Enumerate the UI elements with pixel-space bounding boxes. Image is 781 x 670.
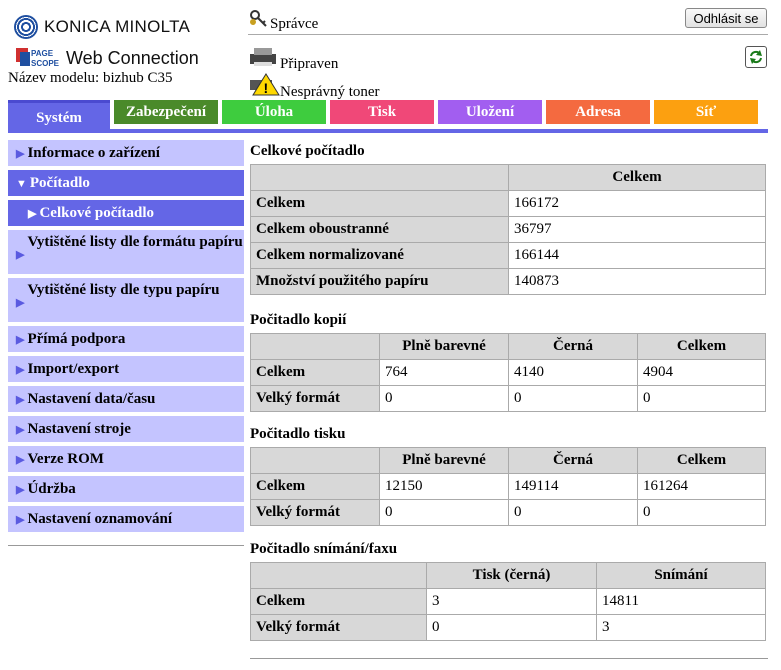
cell-value: 14811: [597, 589, 766, 615]
content-divider: [250, 658, 768, 659]
row-label: Velký formát: [251, 615, 427, 641]
tab-system[interactable]: Systém: [8, 100, 110, 132]
sidebar-item-date-time[interactable]: [8, 386, 244, 412]
sidebar-item-notification[interactable]: [8, 506, 244, 532]
sidebar-item-device-info[interactable]: [8, 140, 244, 166]
company-name: KONICA MINOLTA: [44, 17, 191, 36]
total-counter-table: [250, 164, 766, 295]
sidebar-item-sheets-by-type[interactable]: [8, 278, 244, 322]
cell-value: 4140: [509, 360, 638, 386]
sidebar-item-label: Verze ROM: [27, 451, 104, 467]
sidebar-item-maintenance[interactable]: [8, 476, 244, 502]
total-counter-title: Celkové počítadlo: [250, 143, 365, 159]
print-counter-title: Počitadlo tisku: [250, 426, 346, 442]
column-header: Černá: [509, 448, 638, 474]
pagescope-icon: [14, 46, 60, 70]
cell-value: 0: [509, 500, 638, 526]
logout-button[interactable]: Odhlásit se: [685, 8, 767, 28]
status-toner: [248, 72, 380, 101]
right-arrow-icon: ▶: [16, 394, 25, 406]
column-header: Plně barevné: [380, 448, 509, 474]
sidebar-item-label: Počítadlo: [29, 175, 90, 191]
sidebar-item-rom-version[interactable]: [8, 446, 244, 472]
svg-text:!: !: [263, 80, 269, 96]
cell-value: 764: [380, 360, 509, 386]
table-corner-cell: [251, 334, 380, 360]
column-header: Plně barevné: [380, 334, 509, 360]
sidebar-item-label: Celkové počítadlo: [39, 205, 155, 221]
right-arrow-icon: ▶: [16, 249, 25, 261]
row-value: 166144: [509, 243, 766, 269]
table-row: [251, 217, 766, 243]
copy-counter-table: [250, 333, 766, 412]
row-label: Velký formát: [251, 500, 380, 526]
refresh-icon[interactable]: [745, 46, 767, 68]
sidebar-divider: [8, 545, 244, 546]
sidebar-item-label: Import/export: [27, 361, 120, 377]
cell-value: 0: [380, 500, 509, 526]
column-header: Celkem: [638, 448, 766, 474]
status-toner-text: Nesprávný toner: [280, 84, 380, 100]
table-row: [251, 474, 766, 500]
cell-value: 0: [509, 386, 638, 412]
table-corner-cell: [251, 563, 427, 589]
row-label: Celkem: [251, 191, 509, 217]
sidebar-item-import-export[interactable]: [8, 356, 244, 382]
right-arrow-icon: ▶: [16, 334, 25, 346]
table-row: [251, 500, 766, 526]
right-arrow-icon: ▶: [16, 148, 25, 160]
table-row: [251, 243, 766, 269]
cell-value: 3: [597, 615, 766, 641]
cell-value: 0: [638, 500, 766, 526]
cell-value: 3: [427, 589, 597, 615]
scan-fax-counter-table: [250, 562, 766, 641]
admin-indicator: [248, 8, 318, 33]
cell-value: 0: [380, 386, 509, 412]
warning-icon: [248, 72, 280, 101]
product-name: Web Connection: [66, 47, 199, 68]
column-header: Snímání: [597, 563, 766, 589]
down-arrow-icon: ▼: [16, 178, 27, 190]
right-arrow-icon: ▶: [16, 297, 25, 309]
cell-value: 12150: [380, 474, 509, 500]
cell-value: 161264: [638, 474, 766, 500]
tab-print[interactable]: Tisk: [330, 100, 434, 124]
column-header: Tisk (černá): [427, 563, 597, 589]
tab-security[interactable]: Zabezpečení: [114, 100, 218, 124]
right-arrow-icon: ▶: [16, 424, 25, 436]
tab-job[interactable]: Úloha: [222, 100, 326, 124]
admin-label: Správce: [270, 16, 319, 32]
tab-address[interactable]: Adresa: [546, 100, 650, 124]
status-ready-text: Připraven: [280, 56, 339, 72]
status-ready: [248, 46, 338, 73]
sidebar-item-total-counter[interactable]: [8, 200, 244, 226]
table-row: [251, 589, 766, 615]
column-header: Černá: [509, 334, 638, 360]
row-value: 36797: [509, 217, 766, 243]
sidebar-item-label: Vytištěné listy dle typu papíru: [27, 282, 220, 298]
table-corner-cell: [251, 448, 380, 474]
table-corner-cell: [251, 165, 509, 191]
row-value: 166172: [509, 191, 766, 217]
tab-bar-underline: [8, 129, 768, 133]
sidebar-item-machine-settings[interactable]: [8, 416, 244, 442]
table-row: [251, 615, 766, 641]
row-label: Velký formát: [251, 386, 380, 412]
right-arrow-icon: ▶: [16, 454, 25, 466]
pagescope-top-text: PAGE: [31, 49, 54, 58]
sidebar-item-direct-support[interactable]: [8, 326, 244, 352]
sidebar-item-label: Údržba: [27, 481, 76, 497]
sidebar-item-label: Informace o zařízení: [27, 145, 160, 161]
cell-value: 4904: [638, 360, 766, 386]
copy-counter-title: Počitadlo kopií: [250, 312, 347, 328]
konica-minolta-logo: [14, 14, 190, 40]
table-row: [251, 191, 766, 217]
right-arrow-icon: ▶: [16, 484, 25, 496]
table-row: [251, 360, 766, 386]
sidebar-item-label: Nastavení stroje: [27, 421, 131, 437]
cell-value: 0: [427, 615, 597, 641]
sidebar-item-label: Vytištěné listy dle formátu papíru: [27, 234, 243, 250]
pagescope-bottom-text: SCOPE: [31, 59, 60, 68]
tab-storage[interactable]: Uložení: [438, 100, 542, 124]
row-label: Celkem: [251, 360, 380, 386]
row-label: Celkem: [251, 589, 427, 615]
row-label: Množství použitého papíru: [251, 269, 509, 295]
sidebar-item-label: Nastavení data/času: [27, 391, 156, 407]
sidebar-item-sheets-by-size[interactable]: [8, 230, 244, 274]
printer-icon: [248, 46, 280, 73]
row-label: Celkem: [251, 474, 380, 500]
right-arrow-icon: ▶: [28, 208, 37, 220]
row-label: Celkem normalizované: [251, 243, 509, 269]
sidebar-item-label: Nastavení oznamování: [27, 511, 173, 527]
right-arrow-icon: ▶: [16, 514, 25, 526]
print-counter-table: [250, 447, 766, 526]
model-name: Název modelu: bizhub C35: [8, 70, 173, 86]
table-row: [251, 386, 766, 412]
cell-value: 0: [638, 386, 766, 412]
table-row: [251, 269, 766, 295]
row-value: 140873: [509, 269, 766, 295]
row-label: Celkem oboustranné: [251, 217, 509, 243]
column-header: Celkem: [638, 334, 766, 360]
tab-network[interactable]: Síť: [654, 100, 758, 124]
admin-keys-icon: [248, 8, 268, 33]
pagescope-logo: [14, 46, 199, 70]
header-divider: [248, 34, 768, 35]
column-header: Celkem: [509, 165, 766, 191]
right-arrow-icon: ▶: [16, 364, 25, 376]
scan-fax-counter-title: Počitadlo snímání/faxu: [250, 541, 398, 557]
konica-minolta-globe-icon: [14, 15, 38, 39]
sidebar-item-counter[interactable]: [8, 170, 244, 196]
sidebar-item-label: Přímá podpora: [27, 331, 126, 347]
cell-value: 149114: [509, 474, 638, 500]
